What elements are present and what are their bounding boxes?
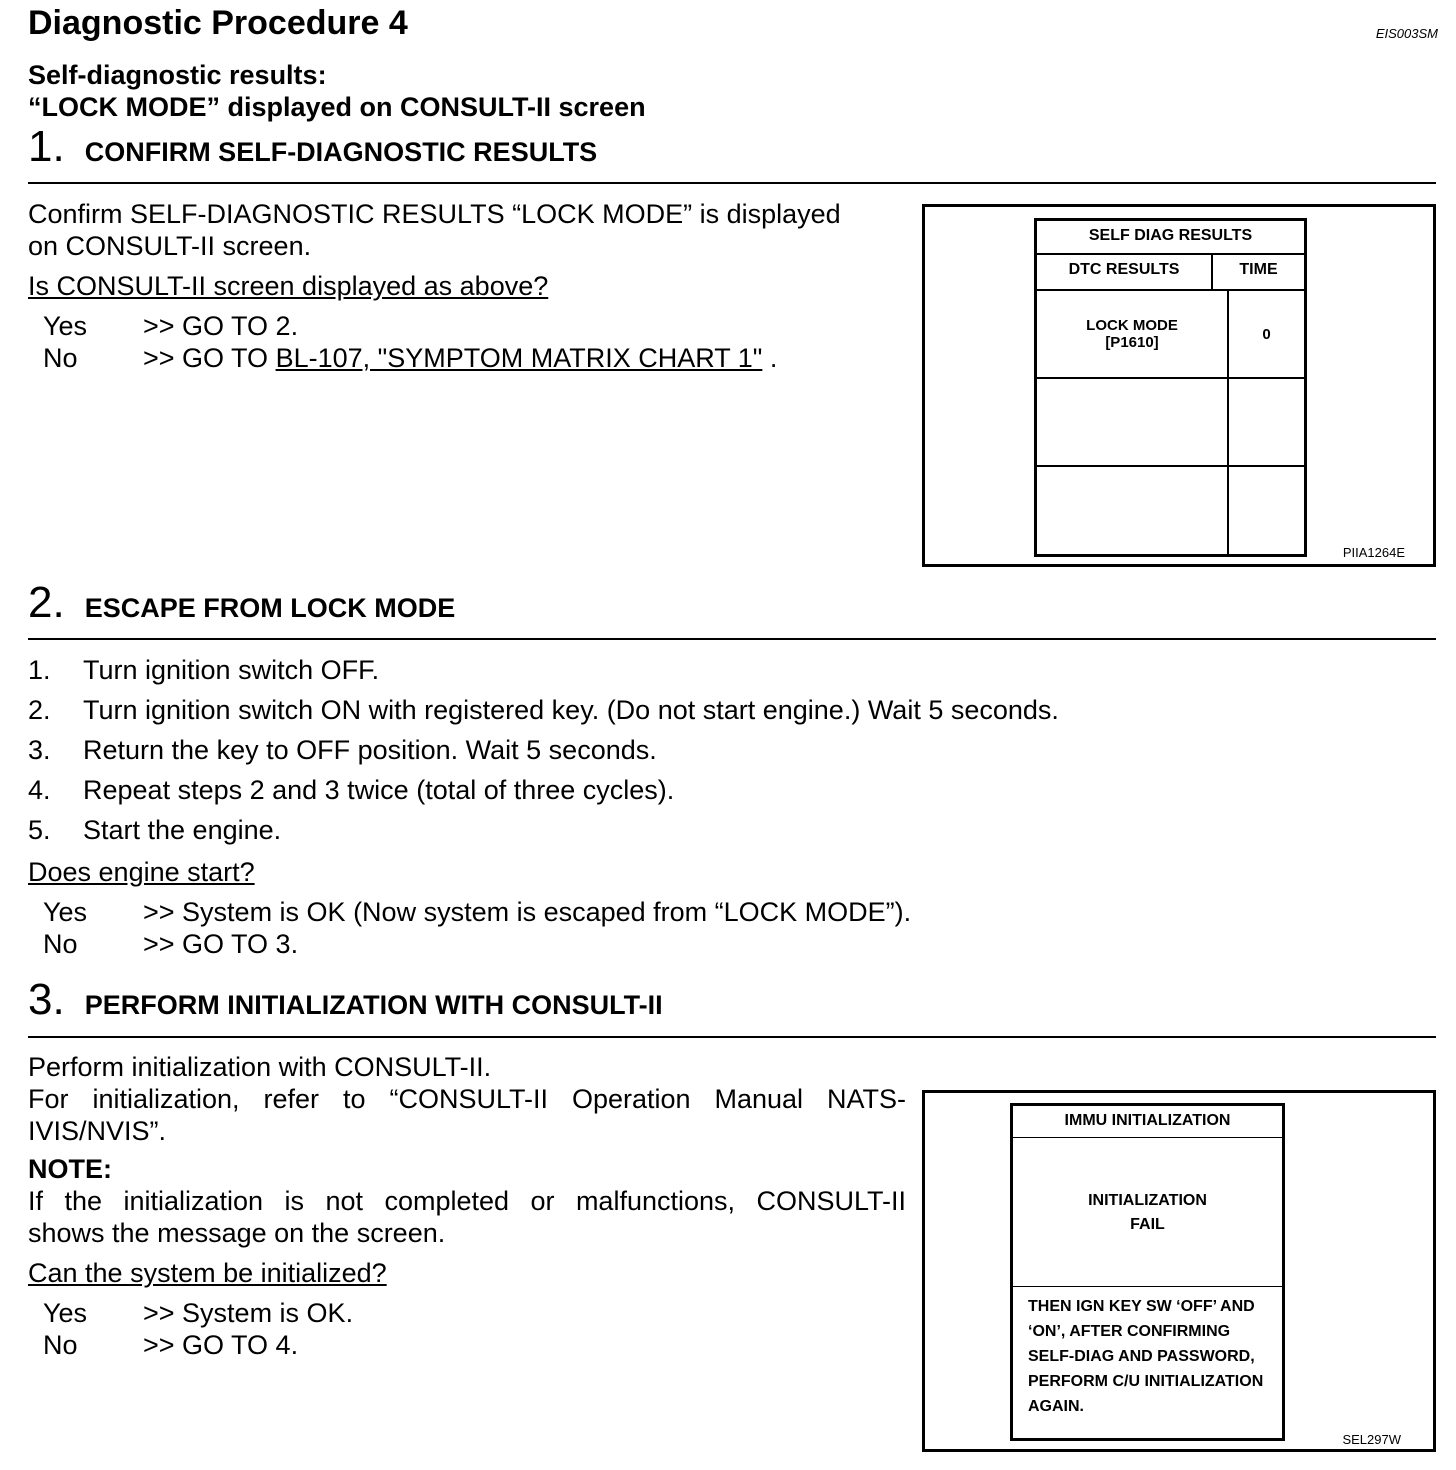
consult-init-screen: [1010, 1103, 1285, 1441]
step-3-body-line-1: Perform initialization with CONSULT-II.: [28, 1052, 492, 1082]
self-diag-results-figure: [922, 204, 1436, 567]
step-3-divider: [28, 1036, 1436, 1038]
list-item-number: 4.: [28, 774, 51, 805]
instruction-line: THEN IGN KEY SW ‘OFF’ AND: [1028, 1298, 1255, 1315]
list-item-text: Start the engine.: [83, 814, 282, 845]
step-2-yes-label: Yes: [43, 897, 88, 927]
step-3-body-line-2b: IVIS/NVIS”.: [28, 1116, 167, 1146]
step-3-yes-row: [28, 1297, 906, 1329]
figure-2-code: SEL297W: [1342, 1432, 1401, 1447]
step-1-number: 1.: [28, 122, 65, 171]
list-item-number: 5.: [28, 814, 51, 845]
figure-1-hline-4: [1037, 465, 1304, 467]
step-1-title: CONFIRM SELF-DIAGNOSTIC RESULTS: [84, 137, 598, 167]
note-label: NOTE:: [28, 1154, 112, 1184]
instruction-line: SELF-DIAG AND PASSWORD,: [1028, 1348, 1255, 1365]
step-2-no-label: No: [43, 929, 78, 959]
figure-1-hline-3: [1037, 377, 1304, 379]
step-3-heading: [28, 975, 663, 1025]
list-item: [28, 650, 1059, 690]
note-line-1: If the initialization is not completed or malfunctions, CONSULT-II: [28, 1186, 906, 1216]
list-item-text: Turn ignition switch ON with registered key. (Do not start engine.) Wait 5 seconds.: [83, 694, 1059, 725]
time-value: 0: [1262, 326, 1271, 343]
subtitle-line-2: “LOCK MODE” displayed on CONSULT-II screen: [28, 92, 646, 122]
step-3-no-label: No: [43, 1330, 78, 1360]
instruction-line: PERFORM C/U INITIALIZATION: [1028, 1373, 1264, 1390]
list-item: [28, 770, 1059, 810]
self-diag-header: SELF DIAG RESULTS: [1088, 227, 1253, 244]
step-2-no-text: >> GO TO 3.: [143, 929, 299, 959]
step-1-body-line-1: Confirm SELF-DIAGNOSTIC RESULTS “LOCK MODE” is displayed: [28, 199, 841, 229]
step-3-no-row: [28, 1329, 906, 1361]
immu-initialization-figure: [922, 1090, 1436, 1452]
init-fail-message: [1013, 1192, 1282, 1234]
note-line-2: shows the message on the screen.: [28, 1218, 446, 1248]
step-2-number: 2.: [28, 578, 65, 627]
step-1-no-row: [28, 342, 841, 374]
step-3-yes-text: >> System is OK.: [143, 1298, 354, 1328]
step-1-yes-row: [28, 310, 841, 342]
init-fail-line-2: FAIL: [1130, 1216, 1165, 1233]
step-3-question: Can the system be initialized?: [28, 1258, 387, 1288]
list-item-text: Repeat steps 2 and 3 twice (total of three cycles).: [83, 774, 675, 805]
page-title: Diagnostic Procedure 4: [28, 4, 408, 42]
step-1-body-line-2: on CONSULT-II screen.: [28, 231, 312, 261]
list-item: [28, 810, 1059, 850]
step-1-no-tail: .: [762, 343, 778, 373]
step-1-no-text: >> GO TO: [143, 343, 276, 373]
step-3-no-text: >> GO TO 4.: [143, 1330, 299, 1360]
init-fail-line-1: INITIALIZATION: [1088, 1192, 1207, 1209]
step-2-title: ESCAPE FROM LOCK MODE: [84, 593, 456, 623]
list-item: [28, 730, 1059, 770]
list-item-text: Return the key to OFF position. Wait 5 seconds.: [83, 734, 657, 765]
step-1-divider: [28, 182, 1436, 184]
figure-2-hline-2: [1013, 1286, 1282, 1287]
step-2-list: [28, 650, 1059, 850]
lock-mode-cell: [1037, 317, 1227, 351]
step-2-no-row: [28, 928, 911, 960]
list-item-number: 3.: [28, 734, 51, 765]
list-item-number: 1.: [28, 654, 51, 685]
init-instructions: [1028, 1294, 1263, 1419]
step-2-heading: [28, 578, 455, 628]
figure-1-hline-2: [1037, 289, 1304, 291]
subtitle-line-1: Self-diagnostic results:: [28, 60, 327, 90]
dtc-results-header: DTC RESULTS: [1068, 261, 1180, 278]
lock-mode-code: [P1610]: [1105, 334, 1159, 351]
figure-2-hline-1: [1013, 1137, 1282, 1138]
step-3-yes-label: Yes: [43, 1298, 88, 1328]
consult-screen: [1034, 218, 1307, 557]
step-1-question: Is CONSULT-II screen displayed as above?: [28, 271, 549, 301]
step-3-body: [28, 1051, 906, 1361]
step-1-no-label: No: [43, 343, 78, 373]
step-2-yes-row: [28, 896, 911, 928]
step-2-question: Does engine start?: [28, 857, 255, 887]
step-3-title: PERFORM INITIALIZATION WITH CONSULT-II: [84, 990, 663, 1020]
step-1-yes-label: Yes: [43, 311, 88, 341]
list-item-number: 2.: [28, 694, 51, 725]
step-1-body: [28, 198, 841, 374]
time-header: TIME: [1239, 261, 1278, 278]
step-1-yes-text: >> GO TO 2.: [143, 311, 299, 341]
figure-1-hline-1: [1037, 253, 1304, 255]
step-1-heading: [28, 122, 597, 172]
list-item-text: Turn ignition switch OFF.: [83, 654, 380, 685]
lock-mode-text: LOCK MODE: [1086, 317, 1178, 334]
symptom-matrix-link[interactable]: BL-107, "SYMPTOM MATRIX CHART 1": [275, 343, 763, 373]
list-item: [28, 690, 1059, 730]
step-2-divider: [28, 638, 1436, 640]
instruction-line: AGAIN.: [1028, 1398, 1084, 1415]
instruction-line: ‘ON’, AFTER CONFIRMING: [1028, 1323, 1231, 1340]
document-code: EIS003SM: [1375, 26, 1438, 41]
step-2-yes-text: >> System is OK (Now system is escaped from “LOCK MODE”).: [143, 897, 912, 927]
immu-header: IMMU INITIALIZATION: [1064, 1112, 1231, 1129]
step-3-number: 3.: [28, 975, 65, 1024]
step-3-body-line-2a: For initialization, refer to “CONSULT-II Operation Manual NATS-: [28, 1084, 906, 1114]
step-2-answers: [28, 856, 911, 960]
figure-1-code: PIIA1264E: [1342, 545, 1405, 560]
